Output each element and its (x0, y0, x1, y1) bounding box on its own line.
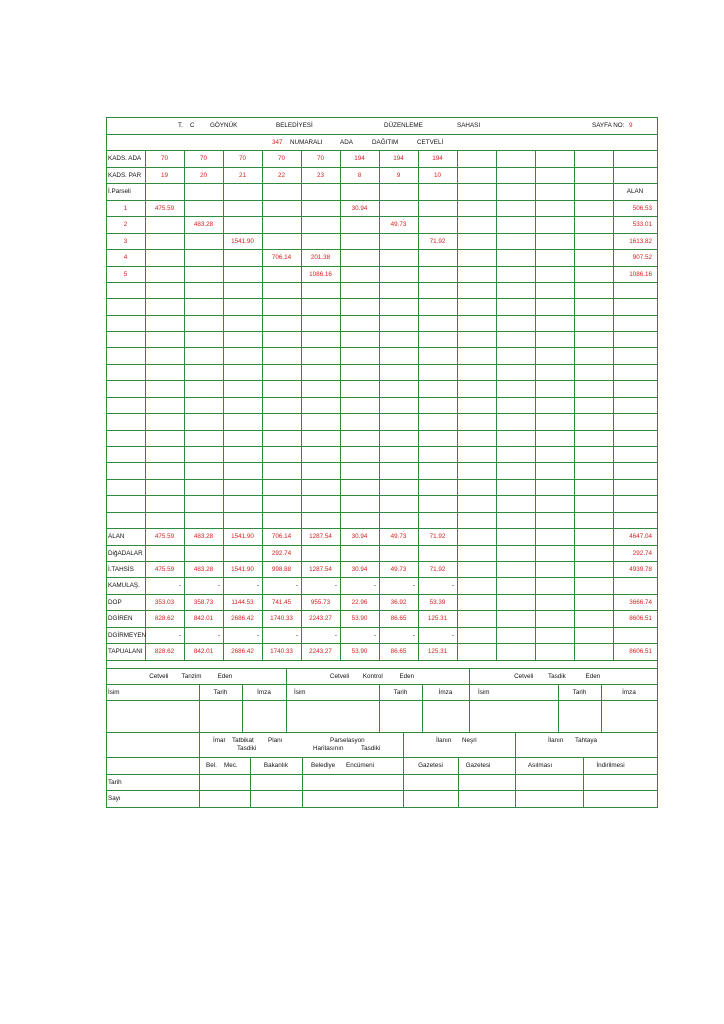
summary-cell: 1144.53 (231, 599, 254, 606)
summary-cell: - (295, 582, 298, 589)
parcel-cell: 49.73 (390, 221, 407, 228)
grid-line (106, 462, 658, 463)
sign-tarih: Tarih (572, 689, 587, 696)
summary-cell: 2686.42 (231, 648, 254, 655)
summary-cell: - (295, 632, 298, 639)
parcel-number: 5 (123, 271, 128, 278)
summary-cell: 30.94 (351, 533, 368, 540)
kads-par-value: 9 (396, 172, 401, 179)
sign-title-word: Eden (217, 673, 233, 680)
summary-total: 8606.51 (629, 648, 652, 655)
sign-title-word: Cetveli (329, 673, 350, 680)
parcel-cell: 71.92 (429, 238, 446, 245)
grid-line (106, 266, 658, 267)
summary-cell: 483.28 (193, 566, 214, 573)
parcel-cell: 706.14 (271, 254, 292, 261)
header-c: C (190, 122, 195, 129)
parsel-header-label: İ.Parseli (108, 188, 131, 195)
grid-line (106, 643, 658, 644)
kads-ada-value: 70 (277, 155, 285, 162)
kads-ada-value: 70 (199, 155, 207, 162)
parcel-alan: 533.01 (632, 221, 652, 228)
grid-line (106, 315, 658, 316)
grid-line (657, 117, 658, 808)
kads-ada-value: 70 (238, 155, 246, 162)
parselasyon-word: Parselasyon (330, 737, 365, 744)
summary-cell: - (217, 582, 220, 589)
kads-par-value: 22 (277, 172, 285, 179)
sign-title-word: Tanzim (181, 673, 202, 680)
grid-line (106, 495, 658, 496)
sub-indirilmesi: İndirilmesi (596, 762, 625, 769)
sign-imza: İmza (622, 689, 636, 696)
summary-cell: - (373, 632, 376, 639)
subheader-numarali: NUMARALI (290, 139, 323, 146)
row-sayi-label: Sayı (108, 795, 121, 802)
grid-line (302, 757, 303, 808)
ilan-tahtaya-word: Tahtaya (575, 737, 598, 744)
summary-cell: 475.59 (154, 566, 175, 573)
summary-cell: - (256, 582, 259, 589)
summary-cell: 22.96 (351, 599, 368, 606)
summary-total: 4647.04 (629, 533, 652, 540)
parcel-cell: 483.28 (193, 221, 214, 228)
summary-cell: 353.03 (154, 599, 175, 606)
kads-par-value: 23 (316, 172, 324, 179)
grid-line (106, 790, 658, 791)
summary-cell: 1541.90 (231, 533, 254, 540)
grid-line (106, 183, 658, 184)
summary-total: 292.74 (632, 550, 652, 557)
kads-ada-value: 70 (160, 155, 168, 162)
summary-cell: 125.31 (427, 615, 448, 622)
kads-ada-value: 194 (432, 155, 443, 162)
grid-line (106, 397, 658, 398)
row-tarih-label: Tarih (108, 779, 122, 786)
sub-belediye: Belediye (311, 762, 336, 769)
sign-imza: İmza (257, 689, 271, 696)
grid-line (286, 668, 287, 733)
grid-line (106, 627, 658, 628)
summary-cell: 1287.54 (309, 566, 332, 573)
sign-title-word: Eden (399, 673, 415, 680)
summary-cell: 828.62 (154, 615, 175, 622)
grid-line (106, 200, 658, 201)
summary-cell: 998.88 (271, 566, 292, 573)
summary-cell: 2243.27 (309, 648, 332, 655)
summary-cell: 741.45 (271, 599, 292, 606)
summary-cell: - (334, 632, 337, 639)
subheader-dagitim: DAĞITIM (372, 139, 399, 146)
grid-line (106, 117, 658, 118)
grid-line (106, 561, 658, 562)
grid-line (515, 732, 516, 808)
kads-par-value: 10 (433, 172, 441, 179)
grid-line (106, 732, 658, 733)
parcel-number: 4 (123, 254, 128, 261)
grid-line (106, 446, 658, 447)
sub-gazetesi: Gazetesi (465, 762, 491, 769)
grid-line (106, 282, 658, 283)
grid-line (535, 150, 536, 661)
summary-cell: 842.01 (193, 615, 214, 622)
summary-cell: 2243.27 (309, 615, 332, 622)
summary-cell: 706.14 (271, 533, 292, 540)
sign-title-word: Kontrol (362, 673, 383, 680)
sign-title-word: Eden (585, 673, 601, 680)
parcel-number: 2 (123, 221, 128, 228)
kads-ada-label: KADS. ADA (108, 155, 142, 162)
ilan-nesri-word: Neşri (462, 737, 477, 744)
imar-word: Planı (268, 737, 283, 744)
grid-line (403, 732, 404, 808)
summary-cell: - (412, 632, 415, 639)
page-number-label: SAYFA NO: (592, 122, 625, 129)
parcel-cell: 1086.16 (309, 271, 332, 278)
grid-line (496, 150, 497, 661)
kads-par-value: 8 (357, 172, 362, 179)
summary-total: 8606.51 (629, 615, 652, 622)
summary-cell: 86.65 (390, 615, 407, 622)
parcel-cell: 1541.90 (231, 238, 254, 245)
grid-line (106, 512, 658, 513)
summary-label: DGİREN (108, 615, 133, 622)
grid-line (574, 150, 575, 661)
grid-line (106, 757, 658, 758)
grid-line (106, 380, 658, 381)
summary-cell: - (178, 632, 181, 639)
grid-line (199, 732, 200, 808)
grid-line (106, 413, 658, 414)
summary-label: TAPUALANI (108, 648, 143, 655)
summary-cell: 71.92 (429, 566, 446, 573)
grid-line (457, 150, 458, 661)
grid-line (106, 347, 658, 348)
grid-line (106, 216, 658, 217)
grid-line (106, 577, 658, 578)
kads-par-label: KADS. PAR (108, 172, 142, 179)
sign-isim: İsim (478, 689, 490, 696)
kads-ada-value: 70 (316, 155, 324, 162)
distribution-table (106, 117, 657, 807)
imar-word: Tasdiki (237, 745, 257, 752)
parselasyon-word: Haritasının (313, 745, 344, 752)
summary-cell: 36.92 (390, 599, 407, 606)
summary-cell: 53.90 (351, 615, 368, 622)
summary-label: ALAN (108, 533, 125, 540)
sub-asilmasi: Asılması (527, 762, 553, 769)
grid-line (106, 298, 658, 299)
summary-cell: 125.31 (427, 648, 448, 655)
block-number: 347 (272, 139, 283, 146)
summary-cell: 49.73 (390, 566, 407, 573)
summary-cell: 1740.33 (270, 615, 293, 622)
grid-line (106, 430, 658, 431)
summary-cell: - (451, 632, 454, 639)
grid-line (106, 774, 658, 775)
sign-tarih: Tarih (213, 689, 228, 696)
summary-cell: 483.28 (193, 533, 214, 540)
sign-tarih: Tarih (393, 689, 408, 696)
summary-cell: 30.94 (351, 566, 368, 573)
grid-line (106, 150, 658, 151)
grid-line (106, 331, 658, 332)
summary-label: KAMULAŞ. (108, 582, 140, 589)
subheader-cetveli: CETVELİ (417, 139, 444, 146)
sub-gazetesi: Gazetesi (418, 762, 443, 769)
imar-word: Tatbikat (232, 737, 254, 744)
kads-par-value: 20 (199, 172, 207, 179)
summary-cell: 53.39 (429, 599, 446, 606)
sub-bakanlik: Bakanlık (263, 762, 289, 769)
summary-cell: - (451, 582, 454, 589)
summary-cell: - (373, 582, 376, 589)
grid-line (106, 700, 658, 701)
summary-cell: 475.59 (154, 533, 175, 540)
summary-cell: - (334, 582, 337, 589)
grid-line (106, 479, 658, 480)
sign-title-word: Cetveli (514, 673, 534, 680)
header-area: SAHASI (457, 122, 481, 129)
parcel-alan: 907.52 (632, 254, 652, 261)
summary-cell: 53.90 (351, 648, 368, 655)
summary-label: DOP (108, 599, 122, 606)
alan-header-label: ALAN (626, 188, 644, 195)
summary-cell: 292.74 (271, 550, 292, 557)
kads-par-value: 19 (160, 172, 168, 179)
subheader-ada: ADA (340, 139, 353, 146)
sign-title-word: Tasdik (547, 673, 566, 680)
header-area-type: DÜZENLEME (384, 122, 423, 129)
parcel-alan: 506.53 (632, 205, 652, 212)
grid-line (106, 249, 658, 250)
page-number: 9 (629, 122, 633, 129)
parcel-number: 1 (123, 205, 128, 212)
parcel-alan: 1613.82 (629, 238, 652, 245)
grid-line (106, 594, 658, 595)
sub-encumeni: Encümeni (346, 762, 375, 769)
summary-cell: 2686.42 (231, 615, 254, 622)
sub-mec: Mec. (224, 762, 238, 769)
header-municipality: BELEDİYESİ (276, 122, 313, 129)
summary-cell: 1287.54 (309, 533, 332, 540)
grid-line (106, 167, 658, 168)
summary-cell: - (217, 632, 220, 639)
grid-line (106, 233, 658, 234)
summary-label: DiğADALAR (108, 550, 143, 557)
grid-line (106, 528, 658, 529)
summary-cell: 86.65 (390, 648, 407, 655)
kads-ada-value: 194 (393, 155, 404, 162)
kads-ada-value: 194 (354, 155, 365, 162)
sign-imza: İmza (438, 689, 453, 696)
header-town: GÖYNÜK (210, 122, 238, 129)
grid-line (106, 134, 658, 135)
parcel-cell: 475.59 (154, 205, 175, 212)
parcel-alan: 1086.16 (629, 271, 652, 278)
parcel-cell: 30.94 (351, 205, 368, 212)
header-t: T. (178, 122, 183, 129)
summary-label: DGİRMEYEN (108, 632, 147, 639)
grid-line (106, 807, 658, 808)
summary-cell: 842.01 (193, 648, 214, 655)
grid-line (106, 610, 658, 611)
ilan-nesri-word: İlanın (436, 737, 452, 744)
sign-title-word: Cetveli (149, 673, 169, 680)
grid-line (106, 684, 658, 685)
grid-line (106, 668, 658, 669)
parselasyon-word: Tasdiki (361, 745, 381, 752)
summary-cell: - (178, 582, 181, 589)
summary-cell: - (256, 632, 259, 639)
summary-total: 4939.78 (629, 566, 652, 573)
summary-total: 3666.74 (629, 599, 652, 606)
grid-line (106, 660, 658, 661)
sign-isim: İsim (294, 689, 306, 696)
parcel-cell: 201.38 (310, 254, 331, 261)
sign-isim: İsim (108, 689, 120, 696)
summary-cell: 828.62 (154, 648, 175, 655)
kads-par-value: 21 (238, 172, 246, 179)
summary-cell: 1740.33 (270, 648, 293, 655)
summary-cell: 49.73 (390, 533, 407, 540)
summary-cell: 358.73 (193, 599, 214, 606)
summary-cell: 71.92 (429, 533, 446, 540)
summary-cell: - (412, 582, 415, 589)
parcel-number: 3 (123, 238, 128, 245)
ilan-tahtaya-word: İlanın (548, 737, 564, 744)
grid-line (469, 668, 470, 733)
sub-bel: Bel. (206, 762, 217, 769)
summary-label: İ.TAHSİS (108, 566, 134, 573)
summary-cell: 955.73 (310, 599, 331, 606)
summary-cell: 1541.90 (231, 566, 254, 573)
imar-word: İmar (213, 737, 226, 744)
grid-line (106, 364, 658, 365)
grid-line (106, 545, 658, 546)
